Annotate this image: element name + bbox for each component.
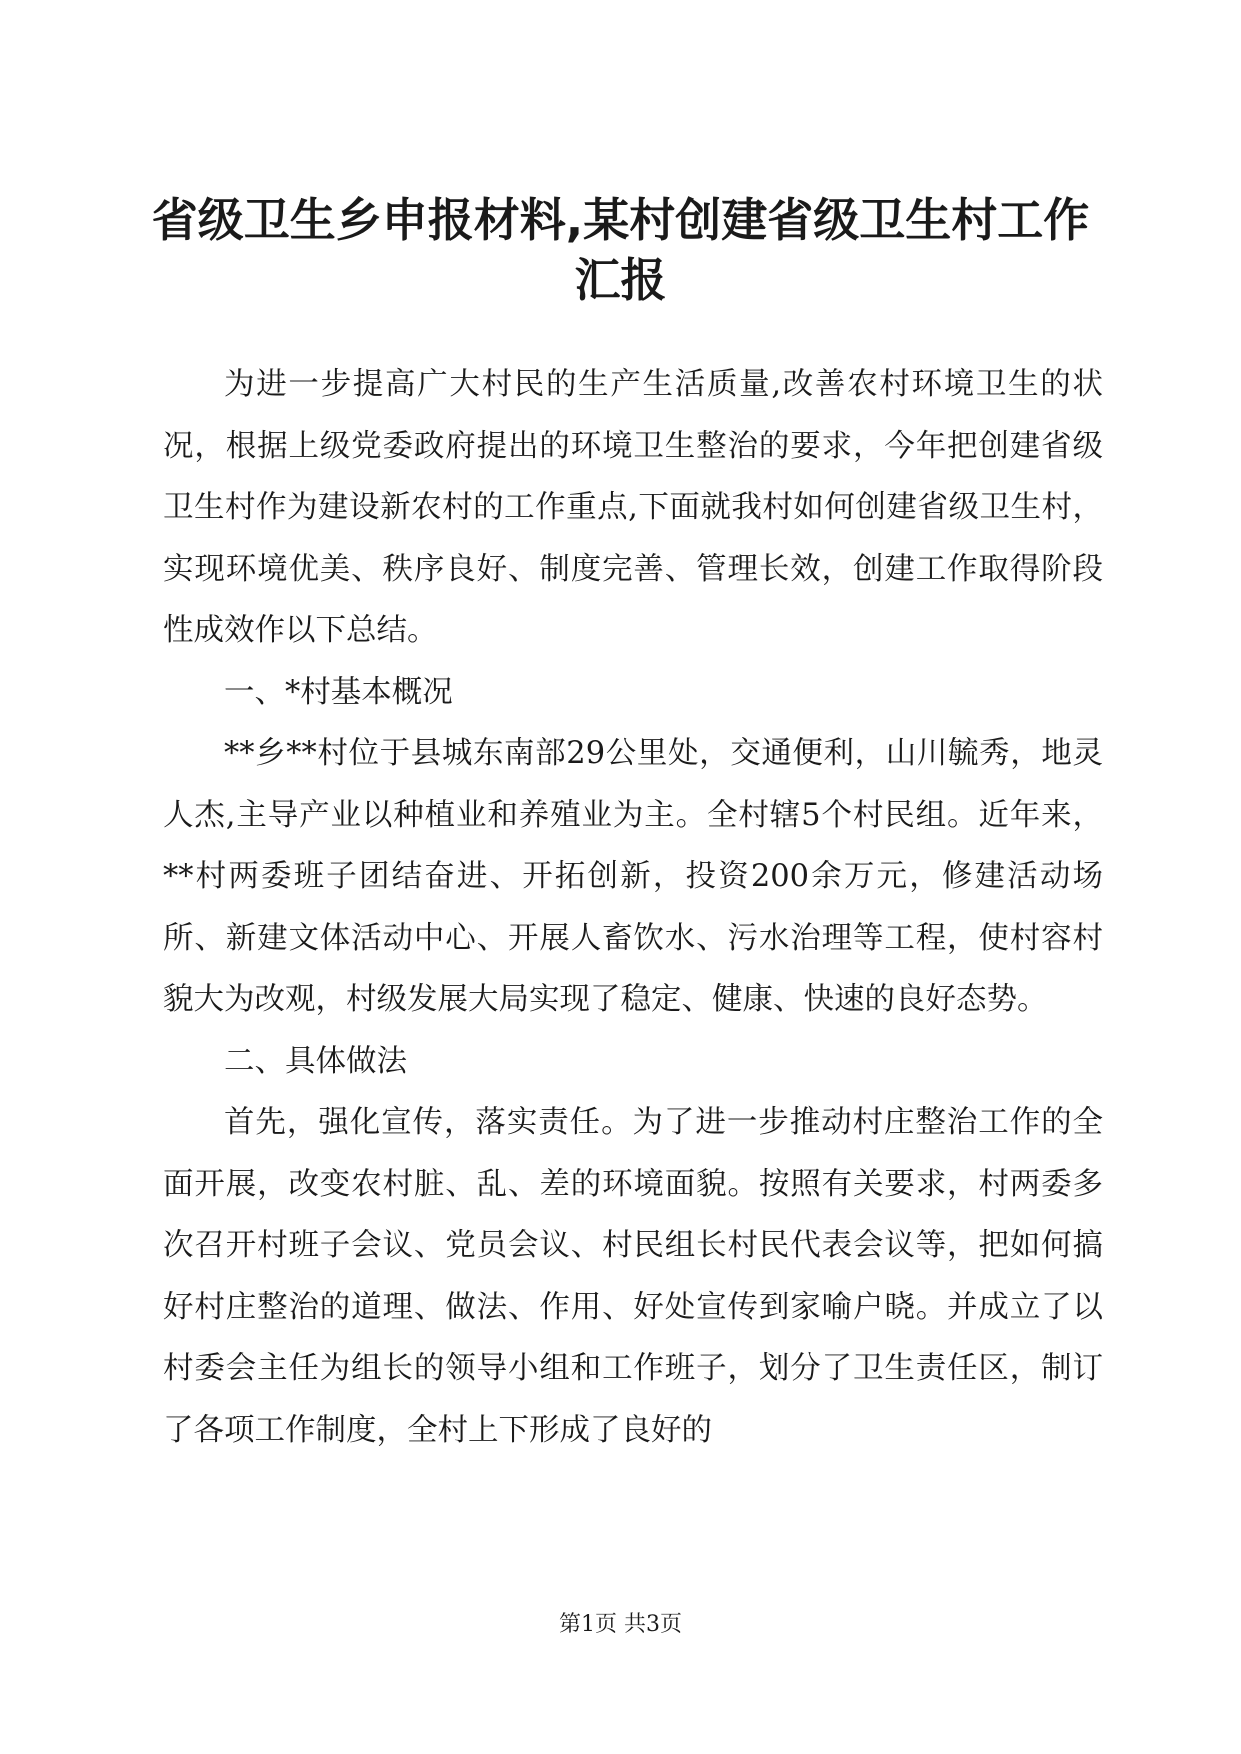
section-heading-1: 一、*村基本概况 <box>224 674 453 710</box>
paragraph-overview: **乡**村位于县城东南部29公里处，交通便利，山川毓秀，地灵人杰,主导产业以种植业和养殖业为主。全村辖5个村民组。近年来，**村两委班子团结奋进、开拓创新，投资200余万元，修建活动场所、新建文体活动中心、开展人畜饮水、污水治理等工程，使村容村貌大为改观，村级发展大局实现了稳定、健康、快速的良好态势。 <box>163 736 1103 1017</box>
document-title: 省级卫生乡申报材料,某村创建省级卫生村工作汇报 <box>151 193 1090 307</box>
section-heading-2: 二、具体做法 <box>224 1043 407 1079</box>
paragraph-intro: 为进一步提高广大村民的生产生活质量,改善农村环境卫生的状况，根据上级党委政府提出的环境卫生整治的要求，今年把创建省级卫生村作为建设新农村的工作重点,下面就我村如何创建省级卫生村，实现环境优美、秩序良好、制度完善、管理长效，创建工作取得阶段性成效作以下总结。 <box>163 367 1103 648</box>
document-body <box>163 354 1103 1461</box>
paragraph-practice: 首先，强化宣传，落实责任。为了进一步推动村庄整治工作的全面开展，改变农村脏、乱、差的环境面貌。按照有关要求，村两委多次召开村班子会议、党员会议、村民组长村民代表会议等，把如何搞好村庄整治的道理、做法、作用、好处宣传到家喻户晓。并成立了以村委会主任为组长的领导小组和工作班子，划分了卫生责任区，制订了各项工作制度，全村上下形成了良好的 <box>163 1105 1103 1448</box>
page-number-footer: 第1页 共3页 <box>559 1612 682 1637</box>
